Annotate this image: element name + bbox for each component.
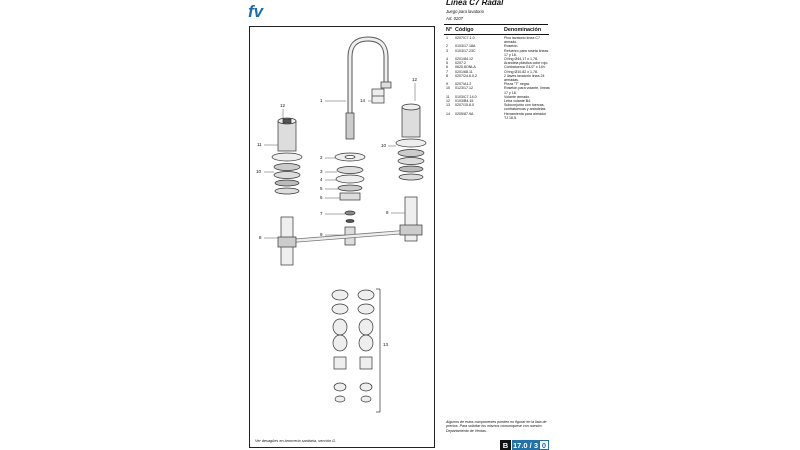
callout-1: 1 — [320, 98, 323, 103]
row-number: 12 — [446, 99, 450, 104]
row-number: 7 — [446, 69, 448, 74]
row-description: O'ring Ø44,17 x 1,78. — [504, 57, 539, 62]
svg-text:fv: fv — [248, 2, 264, 20]
page-title: Línea C7 Radal — [446, 0, 504, 7]
row-number: 5 — [446, 61, 448, 66]
table-row — [446, 49, 550, 57]
table-header — [446, 27, 550, 36]
exploded-view-diagram — [250, 27, 436, 449]
row-number: 1 — [446, 36, 448, 40]
row-number: 14 — [446, 111, 450, 116]
row-number: 9 — [446, 82, 448, 87]
row-description: Pico lavatorio línea C7 armado. — [504, 36, 540, 45]
callout-11: 11 — [257, 142, 262, 147]
callout-14: 14 — [360, 98, 366, 103]
page-ref-badge: 17.0 / 3 — [512, 440, 539, 450]
header-rule — [444, 24, 548, 25]
callout-12-right: 12 — [412, 77, 418, 82]
page-subtitle: Juego para lavatorio — [446, 9, 484, 14]
callout-7: 7 — [320, 211, 323, 216]
row-description: Subconjunto con tuercas, contratuercas y arandelas. — [504, 103, 547, 112]
table-row — [446, 86, 550, 94]
row-number: 13 — [446, 103, 450, 108]
table-row — [446, 103, 550, 111]
row-code: 0207/15.8.0 — [455, 103, 474, 108]
section-letter-badge: B — [500, 440, 511, 450]
row-description: O'ring Ø10,82 x 1,78. — [504, 69, 539, 74]
row-number: 4 — [446, 57, 448, 62]
row-description: Arandela plástica color rojo. — [504, 61, 549, 66]
sheet-badge: 0 — [539, 440, 549, 450]
row-description: Refuerzo para roseta líneas 17 y 18. — [504, 48, 549, 57]
row-number: 6 — [446, 65, 448, 70]
callout-6: 6 — [320, 195, 323, 200]
callout-8-right: 8 — [386, 210, 389, 215]
row-description: Rosetón. — [504, 44, 519, 49]
row-code: 0620.8ONLA — [455, 65, 476, 70]
row-description: 2 llaves lavatorio línea 24 armadas. — [504, 73, 545, 83]
row-description: Letra volante B4. — [504, 99, 532, 104]
exploded-drawing-frame — [249, 26, 435, 448]
row-description: Herramienta para aireador TJ 16,5. — [504, 111, 547, 120]
table-body — [446, 36, 550, 120]
callout-8-left: 8 — [259, 235, 262, 240]
row-code: 0207.2 — [455, 61, 466, 66]
row-code: 0201/84.12 — [455, 57, 473, 62]
row-number: 3 — [446, 48, 448, 53]
callout-2: 2 — [320, 155, 323, 160]
callout-13: 13 — [383, 342, 389, 347]
fv-logo — [247, 2, 269, 20]
row-code: 0103/C7.14.0 — [455, 94, 477, 99]
table-header-rule — [444, 34, 549, 35]
col-code-header: Código — [455, 27, 474, 33]
row-code: 0123/17.12 — [455, 86, 473, 91]
callout-5: 5 — [320, 186, 323, 191]
row-number: 10 — [446, 86, 450, 91]
callout-9: 9 — [320, 232, 323, 237]
callout-4: 4 — [320, 177, 323, 182]
row-code: 0201/68.11 — [455, 69, 473, 74]
row-code: 0207/A1.2 — [455, 82, 472, 87]
row-description: Rosetón para volante, líneas 17 y 18. — [504, 86, 550, 95]
row-description: Volante armado. — [504, 94, 531, 99]
callout-3: 3 — [320, 169, 323, 174]
col-desc-header: Denominación — [504, 27, 542, 33]
callout-10-left: 10 — [256, 169, 262, 174]
row-code: 0103/B4.15 — [455, 99, 474, 104]
parts-table — [446, 27, 550, 120]
col-num-header: N° — [446, 27, 453, 33]
article-number: Art. 0207 — [446, 16, 463, 21]
row-code: 0103/17.23C — [455, 48, 476, 53]
callout-10-right: 10 — [381, 143, 387, 148]
row-code: 0205/87.9A — [455, 111, 474, 116]
table-row — [446, 112, 550, 120]
table-row — [446, 36, 550, 44]
row-code: 0207/24.6.0.2 — [455, 73, 477, 78]
bottom-note: Algunos de estos componentes pueden no figurar en la lista de precios. Para solicitar los mismos comuníquese con nuestro Departamento de Ventas. — [446, 420, 547, 433]
row-number: 11 — [446, 94, 450, 99]
row-description: Contratuerca G1/2" x 14h. — [504, 65, 546, 70]
table-row — [446, 74, 550, 82]
footer-note: Ver desagües en broncería sanitaria, sección G. — [255, 439, 337, 443]
row-description: Pieza "T" negra. — [504, 82, 530, 87]
callout-12-left: 12 — [280, 103, 286, 108]
row-code: 0207/C7.1.0 — [455, 36, 475, 40]
row-code: 0103/17.18A — [455, 44, 476, 49]
row-number: 2 — [446, 44, 448, 49]
row-number: 8 — [446, 73, 448, 78]
